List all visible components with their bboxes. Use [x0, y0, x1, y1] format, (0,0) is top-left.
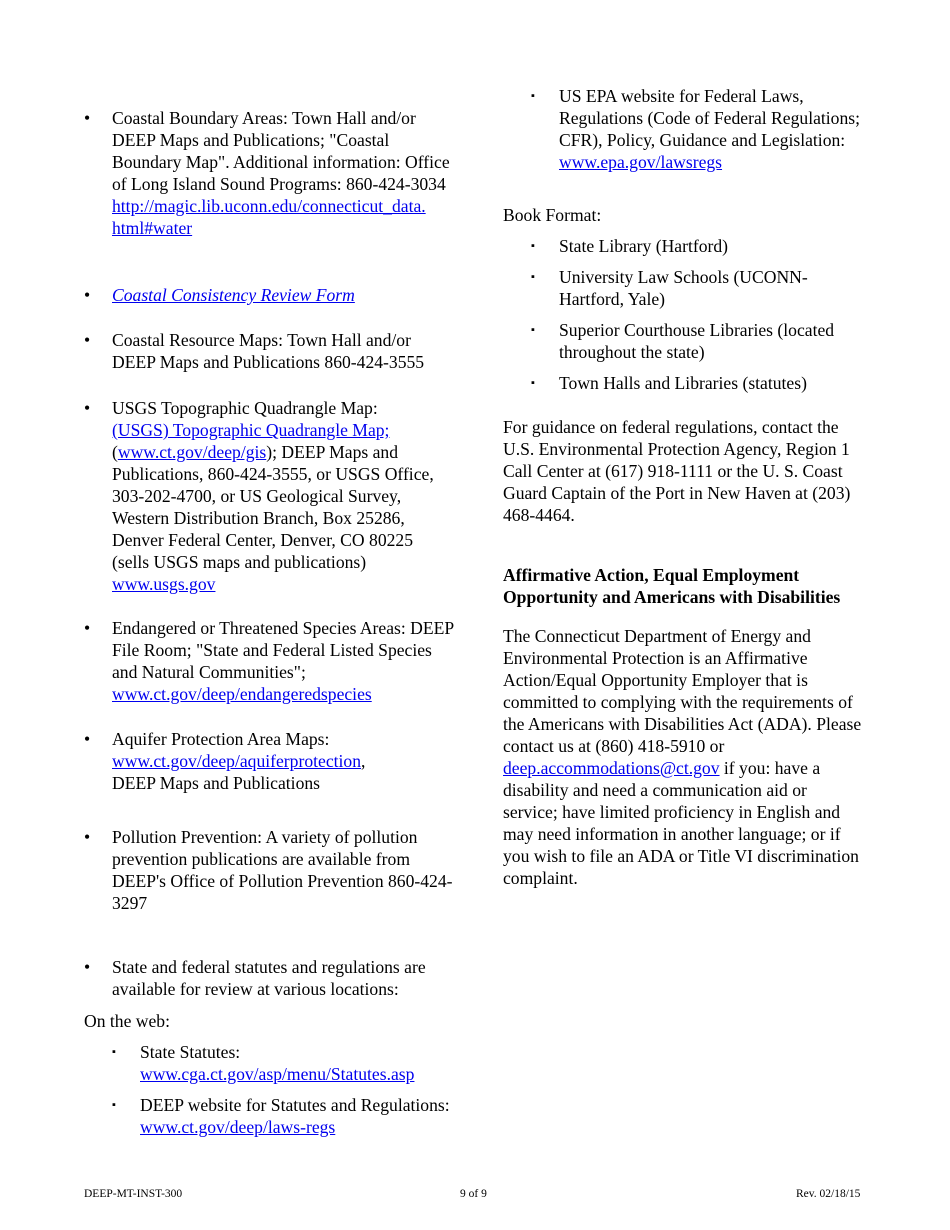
paren-open: (	[112, 442, 118, 462]
endangered-text: Endangered or Threatened Species Areas: DEEP File Room; "State and Federal Listed Species and Natural Communities";	[112, 618, 454, 682]
usgs-details-text: ); DEEP Maps and Publications, 860-424-3555, or USGS Office, 303-202-4700, or US Geological Survey, Western Distribution Branch, Box 25286, Denver Federal Center, Denver, CO 80225 (sells USGS maps and publications)	[112, 442, 434, 572]
state-statutes-link[interactable]: www.cga.ct.gov/asp/menu/Statutes.asp	[140, 1064, 415, 1084]
book-item-text: University Law Schools (UCONN-Hartford, Yale)	[559, 267, 808, 309]
book-item-text: Town Halls and Libraries (statutes)	[559, 373, 807, 393]
aquifer-text: Aquifer Protection Area Maps:	[112, 729, 330, 749]
aquifer-text-2: DEEP Maps and Publications	[112, 773, 321, 793]
bullet-dot: •	[84, 330, 91, 350]
footer-revision: Rev. 02/18/15	[796, 1188, 861, 1200]
deep-laws-regs-link[interactable]: www.ct.gov/deep/laws-regs	[140, 1117, 336, 1137]
bullet-square: ▪	[531, 271, 535, 283]
bullet-dot: •	[84, 285, 91, 305]
aquifer-protection-link[interactable]: www.ct.gov/deep/aquiferprotection	[112, 751, 361, 771]
bullet-square: ▪	[531, 90, 535, 102]
statutes-text: State and federal statutes and regulations are available for review at various locations:	[112, 957, 426, 999]
affirmative-action-heading: Affirmative Action, Equal Employment Opportunity and Americans with Disabilities	[503, 565, 841, 607]
accommodations-email-link[interactable]: deep.accommodations@ct.gov	[503, 758, 720, 778]
coastal-boundary-text: Coastal Boundary Areas: Town Hall and/or DEEP Maps and Publications; "Coastal Boundary Map". Additional information: Office of Long Island Sound Programs: 860-424-3034	[112, 108, 450, 194]
aa-text-1: The Connecticut Department of Energy and Environmental Protection is an Affirmative Action/Equal Opportunity Employer that is committed to complying with the requirements of the Americans with Disabilities Act (ADA). Please contact us at (860) 418-5910 or	[503, 626, 862, 756]
book-item-text: State Library (Hartford)	[559, 236, 729, 256]
epa-laws-regs-link[interactable]: www.epa.gov/lawsregs	[559, 152, 723, 172]
affirmative-action-paragraph	[503, 625, 865, 889]
ct-gis-link[interactable]: www.ct.gov/deep/gis	[117, 442, 267, 462]
bullet-dot: •	[84, 957, 91, 977]
bullet-dot: •	[84, 827, 91, 847]
book-item-text: Superior Courthouse Libraries (located throughout the state)	[559, 320, 835, 362]
federal-guidance-paragraph: For guidance on federal regulations, contact the U.S. Environmental Protection Agency, Region 1 Call Center at (617) 918-1111 or the U. S. Coast Guard Captain of the Port in New Haven at (203) 468-4464.	[503, 417, 851, 525]
comma: ,	[361, 751, 366, 771]
aa-text-2: if you: have a disability and need a communication aid or service; have limited proficiency in English and may need information in another language; or if you wish to file an ADA or Title VI discrimination complaint.	[503, 758, 859, 888]
bullet-square: ▪	[531, 240, 535, 252]
bullet-square: ▪	[531, 377, 535, 389]
usgs-quadrangle-link[interactable]: (USGS) Topographic Quadrangle Map;	[112, 420, 390, 440]
uconn-data-link[interactable]: http://magic.lib.uconn.edu/connecticut_data. html#water	[112, 196, 426, 238]
bullet-square: ▪	[531, 324, 535, 336]
on-the-web-label: On the web:	[84, 1011, 170, 1031]
bullet-square: ▪	[112, 1046, 116, 1058]
coastal-consistency-form-link[interactable]: Coastal Consistency Review Form	[112, 285, 355, 305]
footer-doc-id: DEEP-MT-INST-300	[84, 1188, 183, 1200]
bullet-square: ▪	[112, 1099, 116, 1111]
bullet-dot: •	[84, 729, 91, 749]
deep-statutes-label: DEEP website for Statutes and Regulations:	[140, 1095, 450, 1115]
bullet-dot: •	[84, 398, 91, 418]
footer-page-number: 9 of 9	[460, 1188, 487, 1200]
epa-text: US EPA website for Federal Laws, Regulations (Code of Federal Regulations; CFR), Policy, Guidance and Legislation:	[559, 86, 860, 150]
bullet-dot: •	[84, 618, 91, 638]
endangered-species-link[interactable]: www.ct.gov/deep/endangeredspecies	[112, 684, 372, 704]
book-format-label: Book Format:	[503, 205, 602, 225]
pollution-text: Pollution Prevention: A variety of pollution prevention publications are available from DEEP's Office of Pollution Prevention 860-424-3297	[112, 827, 453, 913]
usgs-text: USGS Topographic Quadrangle Map:	[112, 398, 378, 418]
state-statutes-label: State Statutes:	[140, 1042, 241, 1062]
usgs-gov-link[interactable]: www.usgs.gov	[112, 574, 216, 594]
coastal-resource-text: Coastal Resource Maps: Town Hall and/or DEEP Maps and Publications 860-424-3555	[112, 330, 425, 372]
bullet-dot: •	[84, 108, 91, 128]
